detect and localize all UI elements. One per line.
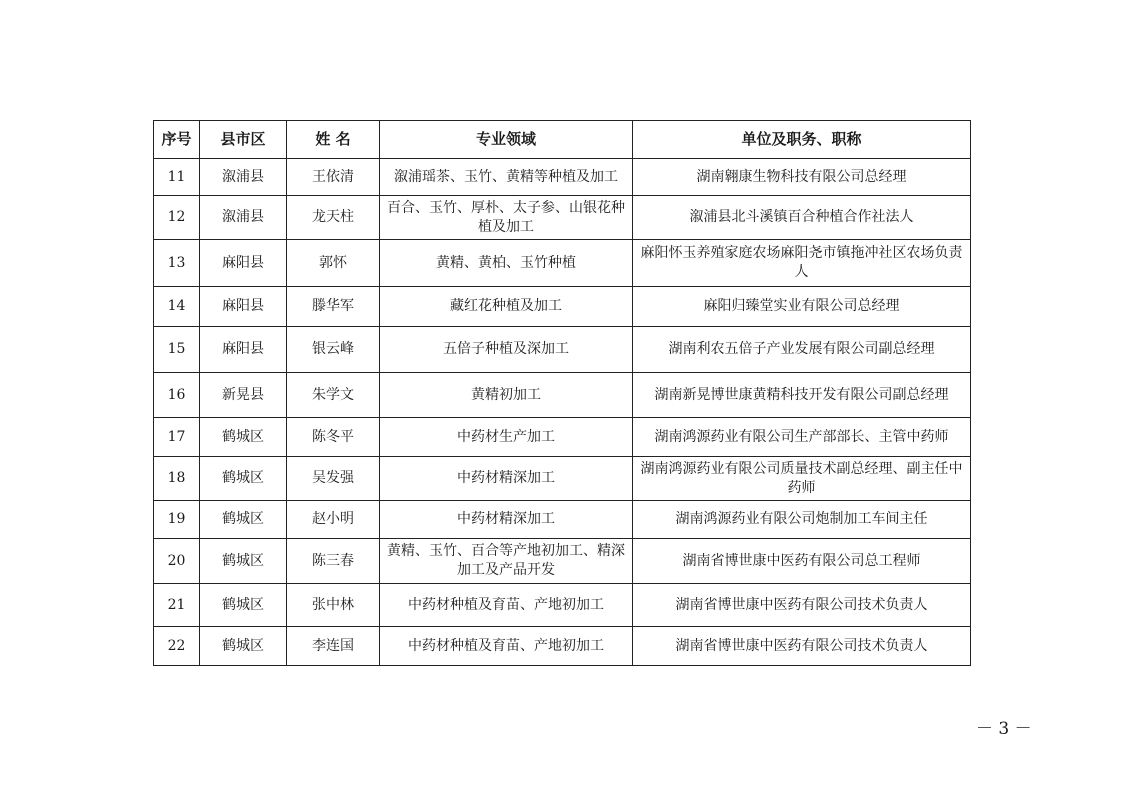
row-name: 李连国 [287, 627, 380, 666]
row-field: 藏红花种植及加工 [380, 287, 633, 327]
row-index: 17 [154, 418, 200, 457]
row-field: 溆浦瑶茶、玉竹、黄精等种植及加工 [380, 159, 633, 196]
row-position: 麻阳归臻堂实业有限公司总经理 [633, 287, 971, 327]
row-index: 14 [154, 287, 200, 327]
row-county: 鹤城区 [200, 457, 287, 501]
header-name: 姓 名 [287, 121, 380, 159]
row-field: 黄精初加工 [380, 373, 633, 418]
row-field: 五倍子种植及深加工 [380, 327, 633, 373]
row-position: 湖南鸿源药业有限公司生产部部长、主管中药师 [633, 418, 971, 457]
table-row [154, 373, 971, 418]
table-row [154, 457, 971, 501]
row-county: 麻阳县 [200, 287, 287, 327]
header-position: 单位及职务、职称 [633, 121, 971, 159]
row-index: 15 [154, 327, 200, 373]
row-county: 鹤城区 [200, 539, 287, 584]
row-index: 12 [154, 196, 200, 240]
row-position: 湖南新晃博世康黄精科技开发有限公司副总经理 [633, 373, 971, 418]
row-position: 湖南利农五倍子产业发展有限公司副总经理 [633, 327, 971, 373]
page-number: － 3 － [976, 719, 1032, 739]
row-name: 王依清 [287, 159, 380, 196]
row-name: 郭怀 [287, 240, 380, 287]
row-county: 麻阳县 [200, 327, 287, 373]
row-field: 中药材种植及育苗、产地初加工 [380, 627, 633, 666]
row-field: 黄精、黄柏、玉竹种植 [380, 240, 633, 287]
row-field: 中药材生产加工 [380, 418, 633, 457]
header-index: 序号 [154, 121, 200, 159]
row-county: 鹤城区 [200, 418, 287, 457]
row-position: 湖南鸿源药业有限公司质量技术副总经理、副主任中药师 [633, 457, 971, 501]
row-name: 陈三春 [287, 539, 380, 584]
row-name: 赵小明 [287, 501, 380, 539]
row-county: 鹤城区 [200, 627, 287, 666]
table-row [154, 240, 971, 287]
row-index: 19 [154, 501, 200, 539]
header-row [154, 121, 971, 159]
row-index: 20 [154, 539, 200, 584]
table-row [154, 627, 971, 666]
header-field: 专业领域 [380, 121, 633, 159]
row-county: 溆浦县 [200, 159, 287, 196]
row-position: 湖南省博世康中医药有限公司技术负责人 [633, 584, 971, 627]
row-position: 湖南省博世康中医药有限公司总工程师 [633, 539, 971, 584]
row-index: 13 [154, 240, 200, 287]
row-position: 湖南翱康生物科技有限公司总经理 [633, 159, 971, 196]
row-index: 18 [154, 457, 200, 501]
row-field: 百合、玉竹、厚朴、太子参、山银花种植及加工 [380, 196, 633, 240]
row-position: 麻阳怀玉养殖家庭农场麻阳尧市镇拖冲社区农场负责人 [633, 240, 971, 287]
row-name: 吴发强 [287, 457, 380, 501]
row-position: 湖南鸿源药业有限公司炮制加工车间主任 [633, 501, 971, 539]
row-county: 鹤城区 [200, 584, 287, 627]
row-index: 16 [154, 373, 200, 418]
header-county: 县市区 [200, 121, 287, 159]
row-field: 黄精、玉竹、百合等产地初加工、精深加工及产品开发 [380, 539, 633, 584]
table-row [154, 327, 971, 373]
row-field: 中药材精深加工 [380, 457, 633, 501]
row-position: 湖南省博世康中医药有限公司技术负责人 [633, 627, 971, 666]
table-row [154, 418, 971, 457]
row-field: 中药材精深加工 [380, 501, 633, 539]
row-county: 新晃县 [200, 373, 287, 418]
row-name: 滕华军 [287, 287, 380, 327]
table-body [154, 159, 971, 666]
row-position: 溆浦县北斗溪镇百合种植合作社法人 [633, 196, 971, 240]
row-index: 21 [154, 584, 200, 627]
row-field: 中药材种植及育苗、产地初加工 [380, 584, 633, 627]
row-name: 银云峰 [287, 327, 380, 373]
expert-table [153, 120, 971, 666]
table-row [154, 501, 971, 539]
table-row [154, 539, 971, 584]
table-header [154, 121, 971, 159]
row-name: 陈冬平 [287, 418, 380, 457]
row-name: 龙天柱 [287, 196, 380, 240]
row-county: 麻阳县 [200, 240, 287, 287]
row-index: 11 [154, 159, 200, 196]
row-county: 鹤城区 [200, 501, 287, 539]
row-county: 溆浦县 [200, 196, 287, 240]
table-row [154, 287, 971, 327]
row-name: 朱学文 [287, 373, 380, 418]
row-name: 张中林 [287, 584, 380, 627]
table-row [154, 584, 971, 627]
table-row [154, 196, 971, 240]
row-index: 22 [154, 627, 200, 666]
table-row [154, 159, 971, 196]
